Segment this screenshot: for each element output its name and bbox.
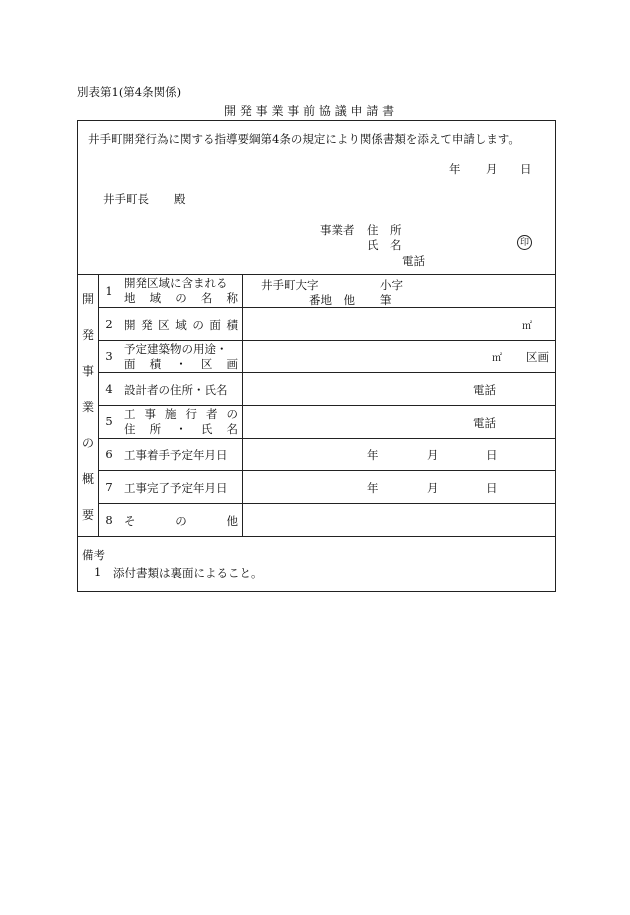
designer-phone-label: 電話 xyxy=(473,383,496,397)
section-label-char: 事 xyxy=(81,364,94,378)
location-banchi-label: 番地 他 xyxy=(309,293,355,307)
row-label-planned-building xyxy=(124,342,238,372)
label-line xyxy=(124,291,238,306)
label-char: 域 xyxy=(149,291,162,305)
label-char: 積 xyxy=(226,318,238,332)
label-line xyxy=(124,357,238,372)
section-label-char: 発 xyxy=(81,328,94,342)
label-char: 地 xyxy=(124,291,136,305)
label-char: の xyxy=(175,291,187,305)
table-bottom-border xyxy=(77,536,556,537)
section-label-char: 要 xyxy=(81,508,94,522)
label-line xyxy=(124,422,238,437)
completion-year-label: 年 xyxy=(367,481,379,495)
label-char: 所 xyxy=(149,422,162,436)
label-char: の xyxy=(192,318,204,332)
date-day-label: 日 xyxy=(520,162,532,176)
label-char: ・ xyxy=(175,357,187,371)
row-number: 1 xyxy=(105,284,113,298)
label-char: 行 xyxy=(185,407,197,421)
row-divider xyxy=(98,470,556,471)
row-label-development-area-name xyxy=(124,276,238,306)
label-char: 名 xyxy=(200,291,213,305)
form-reference: 別表第1(第4条関係) xyxy=(77,85,182,99)
row-label-other xyxy=(124,513,238,529)
label-char: 開 xyxy=(124,318,136,332)
label-char: 域 xyxy=(175,318,187,332)
honorific: 殿 xyxy=(174,192,186,206)
row-label-development-area-size xyxy=(124,317,238,333)
lots-unit: 区画 xyxy=(526,350,549,364)
label-char: 事 xyxy=(144,407,156,421)
start-month-label: 月 xyxy=(427,448,439,462)
label-char: 氏 xyxy=(200,422,213,436)
row-label-designer: 設計者の住所・氏名 xyxy=(124,383,228,397)
notes-item-number: 1 xyxy=(94,565,102,579)
location-hitsu-label: 筆 xyxy=(380,293,392,307)
label-char: 他 xyxy=(226,514,238,528)
row-divider xyxy=(98,340,556,341)
area-unit: ㎡ xyxy=(492,353,502,364)
row-number: 8 xyxy=(105,513,113,527)
label-char: ・ xyxy=(175,422,187,436)
row-number: 5 xyxy=(105,414,113,428)
name-label: 氏 名 xyxy=(367,238,402,252)
label-char: 区 xyxy=(200,357,213,371)
table-top-border xyxy=(77,274,556,275)
notes-item-text: 添付書類は裏面によること。 xyxy=(113,566,263,580)
form-title: 開 発 事 業 事 前 協 議 申 請 書 xyxy=(224,104,395,118)
row-divider xyxy=(98,405,556,406)
label-char: 名 xyxy=(226,422,238,436)
label-char: 画 xyxy=(226,357,238,371)
applicant-label: 事業者 xyxy=(320,223,355,237)
row-divider xyxy=(98,372,556,373)
section-label-char: 業 xyxy=(81,400,94,414)
label-char: 面 xyxy=(124,357,136,371)
notes-heading: 備考 xyxy=(82,548,105,562)
application-statement: 井手町開発行為に関する指導要綱第4条の規定により関係書類を添えて申請します。 xyxy=(88,132,520,146)
row-label-contractor xyxy=(124,407,238,437)
row-divider xyxy=(98,438,556,439)
label-char: 施 xyxy=(165,407,177,421)
applicant-phone-label: 電話 xyxy=(402,254,425,268)
addressee: 井手町長 xyxy=(103,192,149,206)
label-char: の xyxy=(226,407,238,421)
location-koaza-label: 小字 xyxy=(380,278,403,292)
row-label-start-date: 工事着手予定年月日 xyxy=(124,448,228,462)
label-line xyxy=(124,407,238,422)
completion-day-label: 日 xyxy=(486,481,498,495)
row-label-completion-date: 工事完了予定年月日 xyxy=(124,481,228,495)
contractor-phone-label: 電話 xyxy=(473,416,496,430)
row-divider xyxy=(98,503,556,504)
start-day-label: 日 xyxy=(486,448,498,462)
area-unit: ㎡ xyxy=(522,321,532,332)
address-label: 住 所 xyxy=(367,223,402,237)
section-label-char: 概 xyxy=(81,472,94,486)
completion-month-label: 月 xyxy=(427,481,439,495)
start-year-label: 年 xyxy=(367,448,379,462)
label-char: 発 xyxy=(141,318,153,332)
label-line: 予定建築物の用途・ xyxy=(124,342,228,356)
seal-mark: 印 xyxy=(517,235,532,250)
row-number: 2 xyxy=(105,317,113,331)
label-char: 工 xyxy=(124,407,136,421)
section-label-char: の xyxy=(81,436,94,450)
date-month-label: 月 xyxy=(486,162,498,176)
label-char: 称 xyxy=(226,291,238,305)
label-char: の xyxy=(175,514,187,528)
label-text: 開発区域に含まれる xyxy=(124,276,228,290)
row-number: 6 xyxy=(105,447,113,461)
label-char: 区 xyxy=(158,318,170,332)
row-number: 3 xyxy=(105,349,113,363)
row-number: 7 xyxy=(105,480,113,494)
label-char: 者 xyxy=(206,407,218,421)
section-label-char: 開 xyxy=(81,292,94,306)
label-line xyxy=(124,276,238,291)
location-town-label: 井手町大字 xyxy=(261,278,319,292)
label-char: 面 xyxy=(209,318,221,332)
label-char: 積 xyxy=(149,357,162,371)
label-char: 住 xyxy=(124,422,136,436)
label-char: そ xyxy=(124,514,136,528)
row-number: 4 xyxy=(105,382,113,396)
date-year-label: 年 xyxy=(449,162,461,176)
